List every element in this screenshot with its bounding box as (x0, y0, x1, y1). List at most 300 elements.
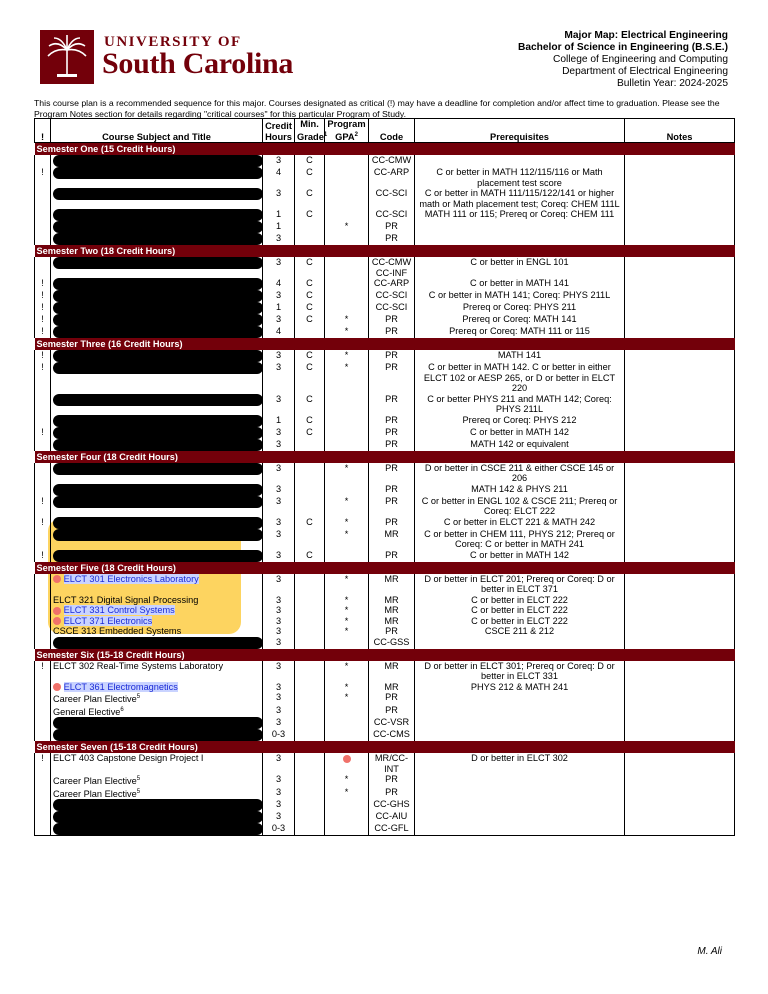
credit-hours: 3 (263, 787, 295, 800)
table-row (35, 278, 735, 290)
course-title-text: ELCT 371 Electronics (63, 615, 153, 626)
redaction-mask (53, 550, 263, 562)
table-row (35, 209, 735, 221)
table-row (35, 823, 735, 836)
redaction-mask (53, 209, 263, 221)
course-title: Career Plan Elective$^5$ (51, 787, 263, 800)
prerequisites: MATH 142 & PHYS 211 (415, 484, 625, 496)
program-gpa: * (325, 616, 369, 627)
credit-hours: 3 (263, 257, 295, 278)
program-gpa (325, 550, 369, 562)
redaction-mask (53, 221, 263, 233)
semester-header (35, 451, 735, 463)
course-title (51, 605, 263, 616)
prerequisites (415, 717, 625, 729)
table-row (35, 221, 735, 233)
min-grade: C (295, 550, 325, 562)
credit-hours: 3 (263, 692, 295, 705)
credit-hours: 3 (263, 682, 295, 693)
semester-header (35, 143, 735, 156)
course-title (51, 167, 263, 188)
notes-cell (625, 290, 735, 302)
critical-flag (35, 209, 51, 221)
course-code: MR (369, 616, 415, 627)
min-grade (295, 233, 325, 245)
critical-flag: ! (35, 496, 51, 517)
credit-hours: 3 (263, 705, 295, 718)
min-grade (295, 753, 325, 774)
course-code: PR (369, 496, 415, 517)
credit-hours: 1 (263, 415, 295, 427)
course-title: Career Plan Elective$^5$ (51, 774, 263, 787)
table-row (35, 463, 735, 484)
table-row (35, 799, 735, 811)
course-title-text: CSCE 313 Embedded Systems (53, 626, 182, 637)
program-gpa (325, 823, 369, 836)
notes-cell (625, 787, 735, 800)
program-gpa (325, 257, 369, 278)
min-grade (295, 774, 325, 787)
course-title: Career Plan Elective$^5$ (51, 692, 263, 705)
credit-hours: 1 (263, 209, 295, 221)
min-grade (295, 717, 325, 729)
critical-flag (35, 811, 51, 823)
program-gpa: * (325, 362, 369, 394)
notes-cell (625, 705, 735, 718)
program-gpa: * (325, 529, 369, 550)
course-title (51, 595, 263, 606)
redaction-mask (53, 729, 263, 741)
min-grade: C (295, 517, 325, 529)
program-gpa: * (325, 350, 369, 362)
redaction-mask (53, 350, 263, 362)
critical-flag (35, 394, 51, 415)
redaction-mask (53, 463, 263, 475)
course-title (51, 233, 263, 245)
critical-flag (35, 439, 51, 451)
table-row (35, 729, 735, 741)
prerequisites (415, 221, 625, 233)
table-row (35, 774, 735, 787)
credit-hours: 3 (263, 439, 295, 451)
course-title (51, 326, 263, 338)
redaction-mask (53, 314, 263, 326)
semester-title: Semester Seven (15-18 Credit Hours) (35, 741, 735, 753)
prerequisites (415, 692, 625, 705)
notes-cell (625, 811, 735, 823)
program-gpa: * (325, 517, 369, 529)
course-title (51, 517, 263, 529)
min-grade: C (295, 167, 325, 188)
col-critical: ! (35, 119, 51, 143)
min-grade (295, 626, 325, 637)
critical-flag (35, 626, 51, 637)
redaction-mask (53, 415, 263, 427)
semester-header (35, 245, 735, 257)
redaction-mask (53, 155, 263, 167)
bulletin-year: Bulletin Year: 2024-2025 (616, 78, 728, 89)
min-grade: C (295, 209, 325, 221)
program-gpa: * (325, 787, 369, 800)
prerequisites (415, 799, 625, 811)
course-title-text: ELCT 403 Capstone Design Project I (53, 753, 204, 764)
credit-hours: 1 (263, 302, 295, 314)
table-row (35, 682, 735, 693)
course-code: CC-GHS (369, 799, 415, 811)
notes-cell (625, 209, 735, 221)
course-title-text: ELCT 361 Electromagnetics (63, 681, 178, 692)
redaction-mask (53, 484, 263, 496)
course-code: MR (369, 574, 415, 595)
course-title (51, 496, 263, 517)
min-grade (295, 221, 325, 233)
logo-line2: South Carolina (102, 47, 294, 80)
notes-cell (625, 605, 735, 616)
course-title (51, 314, 263, 326)
college-name: College of Engineering and Computing (552, 54, 728, 65)
course-title-text: ELCT 301 Electronics Laboratory (63, 573, 199, 584)
course-title (51, 463, 263, 484)
col-program-gpa: Program GPA$^2$ (325, 119, 369, 143)
semester-header (35, 649, 735, 661)
course-title (51, 188, 263, 209)
critical-flag: ! (35, 427, 51, 439)
critical-flag: ! (35, 753, 51, 774)
course-code: CC-CMS (369, 729, 415, 741)
redaction-mask (53, 496, 263, 508)
prerequisites: D or better in ELCT 201; Prereq or Coreq: D or better in ELCT 371 (415, 574, 625, 595)
min-grade: C (295, 362, 325, 394)
prerequisites (415, 705, 625, 718)
course-title (51, 221, 263, 233)
course-title-text: Career Plan Elective (53, 776, 137, 787)
min-grade (295, 496, 325, 517)
notes-cell (625, 823, 735, 836)
program-gpa (325, 729, 369, 741)
prerequisites: C or better in MATH 142 (415, 550, 625, 562)
redaction-mask (53, 302, 263, 314)
notes-cell (625, 278, 735, 290)
prerequisites: Prereq or Coreq: MATH 111 or 115 (415, 326, 625, 338)
program-gpa (325, 394, 369, 415)
program-gpa: * (325, 221, 369, 233)
course-code: CC-SCI (369, 209, 415, 221)
prerequisites: C or better PHYS 211 and MATH 142; Coreq: PHYS 211L (415, 394, 625, 415)
table-row (35, 439, 735, 451)
credit-hours: 3 (263, 753, 295, 774)
course-code: PR (369, 463, 415, 484)
critical-flag (35, 799, 51, 811)
min-grade (295, 692, 325, 705)
course-title (51, 209, 263, 221)
table-row (35, 787, 735, 800)
program-gpa (325, 637, 369, 649)
min-grade (295, 439, 325, 451)
program-gpa (325, 439, 369, 451)
redaction-mask (53, 811, 263, 823)
prerequisites: C or better in MATH 142 (415, 427, 625, 439)
course-title (51, 278, 263, 290)
course-title (51, 155, 263, 167)
prerequisites (415, 729, 625, 741)
course-code: CC-VSR (369, 717, 415, 729)
table-row (35, 496, 735, 517)
marker-dot-icon (53, 607, 61, 615)
course-code: MR (369, 605, 415, 616)
table-row (35, 753, 735, 774)
prerequisites: MATH 111 or 115; Prereq or Coreq: CHEM 111 (415, 209, 625, 221)
course-title (51, 415, 263, 427)
prerequisites: C or better in MATH 112/115/116 or Math placement test score (415, 167, 625, 188)
table-row (35, 314, 735, 326)
col-notes: Notes (625, 119, 735, 143)
min-grade (295, 682, 325, 693)
table-row (35, 362, 735, 394)
redaction-mask (53, 517, 263, 529)
prerequisites: C or better in ELCT 222 (415, 595, 625, 606)
credit-hours: 3 (263, 626, 295, 637)
prerequisites: CSCE 211 & 212 (415, 626, 625, 637)
course-code: PR (369, 394, 415, 415)
course-title (51, 626, 263, 637)
table-row (35, 155, 735, 167)
prerequisites: Prereq or Coreq: MATH 141 (415, 314, 625, 326)
notes-cell (625, 517, 735, 529)
critical-flag: ! (35, 290, 51, 302)
course-code: PR (369, 326, 415, 338)
program-gpa (325, 753, 369, 774)
department-name: Department of Electrical Engineering (562, 66, 728, 77)
program-gpa (325, 155, 369, 167)
course-code: CC-ARP (369, 278, 415, 290)
prerequisites: C or better in MATH 141; Coreq: PHYS 211L (415, 290, 625, 302)
min-grade: C (295, 415, 325, 427)
min-grade (295, 574, 325, 595)
course-title (51, 484, 263, 496)
redaction-mask (53, 637, 263, 649)
min-grade (295, 729, 325, 741)
redaction-mask (53, 167, 263, 179)
course-code: CC-SCI (369, 290, 415, 302)
course-code: MR/CC-INT (369, 753, 415, 774)
min-grade: C (295, 302, 325, 314)
prerequisites: C or better in ENGL 102 & CSCE 211; Prereq or Coreq: ELCT 222 (415, 496, 625, 517)
notes-cell (625, 167, 735, 188)
table-row (35, 484, 735, 496)
prerequisites: C or better in MATH 141 (415, 278, 625, 290)
marker-dot-icon (53, 575, 61, 583)
marker-dot-icon (53, 617, 61, 625)
credit-hours: 3 (263, 314, 295, 326)
course-title (51, 427, 263, 439)
min-grade: C (295, 427, 325, 439)
min-grade: C (295, 257, 325, 278)
critical-flag: ! (35, 350, 51, 362)
course-title (51, 350, 263, 362)
table-row (35, 188, 735, 209)
program-gpa (325, 302, 369, 314)
course-code: PR (369, 626, 415, 637)
col-prereq: Prerequisites (415, 119, 625, 143)
min-grade: C (295, 290, 325, 302)
logo-line1: UNIVERSITY OF (104, 34, 242, 50)
credit-hours: 3 (263, 574, 295, 595)
program-gpa: * (325, 774, 369, 787)
program-gpa: * (325, 595, 369, 606)
credit-hours: 3 (263, 550, 295, 562)
course-code: PR (369, 314, 415, 326)
notes-cell (625, 427, 735, 439)
course-title (51, 661, 263, 682)
table-row (35, 415, 735, 427)
program-gpa (325, 415, 369, 427)
program-gpa (325, 209, 369, 221)
col-course: Course Subject and Title (51, 119, 263, 143)
credit-hours: 0-3 (263, 823, 295, 836)
prerequisites: C or better in CHEM 111, PHYS 212; Prereq or Coreq: C or better in MATH 241 (415, 529, 625, 550)
course-code: CC-ARP (369, 167, 415, 188)
semester-title: Semester Six (15-18 Credit Hours) (35, 649, 735, 661)
table-row (35, 705, 735, 718)
program-gpa: * (325, 574, 369, 595)
credit-hours: 3 (263, 811, 295, 823)
min-grade (295, 787, 325, 800)
credit-hours: 3 (263, 616, 295, 627)
notes-cell (625, 233, 735, 245)
min-grade (295, 605, 325, 616)
course-plan-table (34, 118, 735, 836)
degree-title: Bachelor of Science in Engineering (B.S.E.) (517, 42, 728, 53)
table-row (35, 257, 735, 278)
semester-title: Semester Two (18 Credit Hours) (35, 245, 735, 257)
prerequisites (415, 155, 625, 167)
critical-flag (35, 692, 51, 705)
marker-dot-icon (343, 755, 351, 763)
program-gpa (325, 811, 369, 823)
notes-cell (625, 302, 735, 314)
prerequisites: D or better in ELCT 301; Prereq or Coreq: D or better in ELCT 331 (415, 661, 625, 682)
program-gpa: * (325, 661, 369, 682)
min-grade: C (295, 278, 325, 290)
course-code: PR (369, 221, 415, 233)
redaction-mask (53, 394, 263, 406)
table-row (35, 350, 735, 362)
notes-cell (625, 314, 735, 326)
redaction-mask (53, 257, 263, 269)
critical-flag (35, 257, 51, 278)
min-grade (295, 799, 325, 811)
critical-flag (35, 682, 51, 693)
min-grade (295, 811, 325, 823)
course-code: PR (369, 415, 415, 427)
course-code: CC-AIU (369, 811, 415, 823)
semester-title: Semester Five (18 Credit Hours) (35, 562, 735, 574)
program-gpa (325, 717, 369, 729)
prerequisites (415, 637, 625, 649)
course-title (51, 550, 263, 562)
critical-flag (35, 233, 51, 245)
critical-flag (35, 717, 51, 729)
critical-flag (35, 155, 51, 167)
credit-hours: 3 (263, 496, 295, 517)
course-title-text: ELCT 331 Control Systems (63, 605, 175, 616)
credit-hours: 3 (263, 774, 295, 787)
min-grade (295, 484, 325, 496)
intro-text: This course plan is a recommended sequence for this major. Courses designated as critical (!) may have a deadline for completion and/or affect time to graduation. Please see the Program Notes section for details regarding "critical courses" for this particular Program of Study. (34, 98, 720, 119)
prerequisites: C or better in ELCT 222 (415, 616, 625, 627)
semester-header (35, 338, 735, 350)
critical-flag: ! (35, 278, 51, 290)
credit-hours: 4 (263, 326, 295, 338)
notes-cell (625, 574, 735, 595)
credit-hours: 3 (263, 427, 295, 439)
prerequisites: C or better in MATH 111/115/122/141 or higher math or Math placement test; Coreq: CHEM 111L (415, 188, 625, 209)
notes-cell (625, 753, 735, 774)
credit-hours: 3 (263, 605, 295, 616)
col-min-grade: Min. Grade$^1$ (295, 119, 325, 143)
palmetto-logo-icon (40, 30, 94, 84)
course-title (51, 302, 263, 314)
course-code: CC-GFL (369, 823, 415, 836)
course-title: General Elective$^6$ (51, 705, 263, 718)
credit-hours: 3 (263, 799, 295, 811)
program-gpa (325, 233, 369, 245)
course-code: PR (369, 705, 415, 718)
program-gpa: * (325, 314, 369, 326)
credit-hours: 3 (263, 155, 295, 167)
critical-flag: ! (35, 362, 51, 394)
min-grade (295, 529, 325, 550)
col-code: Code (369, 119, 415, 143)
credit-hours: 3 (263, 661, 295, 682)
university-logo (40, 30, 310, 84)
critical-flag (35, 637, 51, 649)
min-grade: C (295, 314, 325, 326)
critical-flag: ! (35, 661, 51, 682)
notes-cell (625, 799, 735, 811)
redaction-mask (53, 529, 263, 541)
course-code: PR (369, 774, 415, 787)
course-title-text: General Elective (53, 706, 121, 717)
course-title (51, 574, 263, 595)
credit-hours: 3 (263, 484, 295, 496)
credit-hours: 3 (263, 529, 295, 550)
course-code: PR (369, 787, 415, 800)
notes-cell (625, 257, 735, 278)
table-row (35, 517, 735, 529)
course-code: PR (369, 517, 415, 529)
semester-header (35, 562, 735, 574)
notes-cell (625, 394, 735, 415)
course-code: MR (369, 682, 415, 693)
table-row (35, 302, 735, 314)
critical-flag (35, 529, 51, 550)
notes-cell (625, 774, 735, 787)
min-grade (295, 616, 325, 627)
notes-cell (625, 463, 735, 484)
course-code: PR (369, 439, 415, 451)
redaction-mask (53, 717, 263, 729)
program-gpa: * (325, 682, 369, 693)
prerequisites (415, 823, 625, 836)
credit-hours: 3 (263, 188, 295, 209)
redaction-mask (53, 427, 263, 439)
critical-flag (35, 605, 51, 616)
critical-flag (35, 188, 51, 209)
redaction-mask (53, 362, 263, 374)
prerequisites: C or better in ENGL 101 (415, 257, 625, 278)
notes-cell (625, 616, 735, 627)
